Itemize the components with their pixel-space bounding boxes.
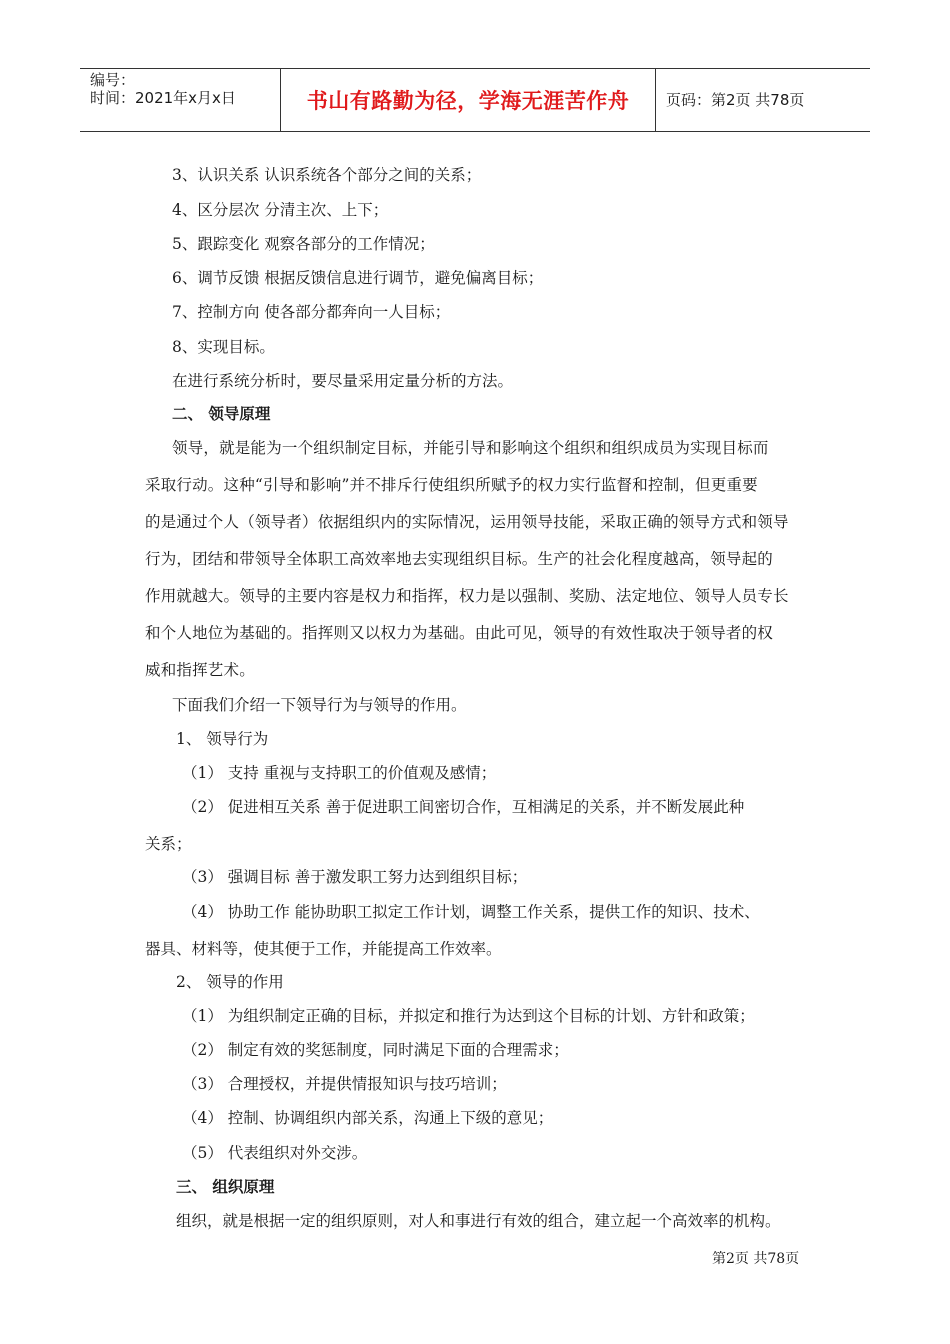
list-item: （4） 协助工作 能协助职工拟定工作计划，调整工作关系，提供工作的知识、技术、 xyxy=(182,903,760,921)
paragraph-line: 采取行动。这种“引导和影响”并不排斥行使组织所赋予的权力实行监督和控制，但更重要 xyxy=(145,476,758,494)
list-item-4: 4、区分层次 分清主次、上下； xyxy=(172,201,389,219)
list-item: （5） 代表组织对外交涉。 xyxy=(182,1144,368,1162)
paragraph-text: 在进行系统分析时，要尽量采用定量分析的方法。 xyxy=(172,372,514,390)
list-item-7: 7、控制方向 使各部分都奔向一人目标； xyxy=(172,303,451,321)
header-left xyxy=(90,71,280,107)
paragraph-line: 的是通过个人（领导者）依据组织内的实际情况，运用领导技能，采取正确的领导方式和领导 xyxy=(145,513,789,531)
section-heading-organization: 三、 组织原理 xyxy=(176,1177,275,1196)
header-motto: 书山有路勤为径，学海无涯苦作舟 xyxy=(280,69,656,131)
time-label: 时间：2021年x月x日 xyxy=(90,89,236,107)
section-heading-leadership: 二、 领导原理 xyxy=(172,404,271,423)
page-header xyxy=(80,68,870,132)
paragraph-line: 作用就越大。领导的主要内容是权力和指挥，权力是以强制、奖励、法定地位、领导人员专长 xyxy=(145,587,789,605)
list-item-6: 6、调节反馈 根据反馈信息进行调节，避免偏离目标； xyxy=(172,269,544,287)
list-item: （3） 合理授权，并提供情报知识与技巧培训； xyxy=(182,1075,507,1093)
subheading-leadership-role: 2、 领导的作用 xyxy=(176,973,284,991)
paragraph-line: 威和指挥艺术。 xyxy=(145,661,255,679)
list-item: （2） 制定有效的奖惩制度，同时满足下面的合理需求； xyxy=(182,1041,569,1059)
list-item-continuation: 关系； xyxy=(145,835,192,853)
paragraph-line: 和个人地位为基础的。指挥则又以权力为基础。由此可见，领导的有效性取决于领导者的权 xyxy=(145,624,774,642)
paragraph-line: 行为，团结和带领导全体职工高效率地去实现组织目标。生产的社会化程度越高，领导起的 xyxy=(145,550,774,568)
list-item: （1） 支持 重视与支持职工的价值观及感情； xyxy=(182,764,497,782)
paragraph-text: 组织，就是根据一定的组织原则，对人和事进行有效的组合，建立起一个高效率的机构。 xyxy=(176,1212,781,1230)
paragraph-line: 领导，就是能为一个组织制定目标，并能引导和影响这个组织和组织成员为实现目标而 xyxy=(172,439,769,457)
list-item-8: 8、实现目标。 xyxy=(172,338,275,356)
list-item-continuation: 器具、材料等，使其便于工作，并能提高工作效率。 xyxy=(145,940,502,958)
page-footer: 第2页 共78页 xyxy=(712,1251,800,1267)
subheading-leadership-behavior: 1、 领导行为 xyxy=(176,730,269,748)
header-page-info: 页码：第2页 共78页 xyxy=(666,91,805,109)
list-item: （4） 控制、协调组织内部关系，沟通上下级的意见； xyxy=(182,1109,554,1127)
list-item-3: 3、认识关系 认识系统各个部分之间的关系； xyxy=(172,166,482,184)
list-item: （2） 促进相互关系 善于促进职工间密切合作，互相满足的关系，并不断发展此种 xyxy=(182,798,745,816)
list-item-5: 5、跟踪变化 观察各部分的工作情况； xyxy=(172,235,435,253)
list-item: （3） 强调目标 善于激发职工努力达到组织目标； xyxy=(182,868,528,886)
list-item: （1） 为组织制定正确的目标，并拟定和推行为达到这个目标的计划、方针和政策； xyxy=(182,1007,755,1025)
paragraph-text: 下面我们介绍一下领导行为与领导的作用。 xyxy=(172,696,467,714)
serial-label: 编号： xyxy=(90,71,136,89)
